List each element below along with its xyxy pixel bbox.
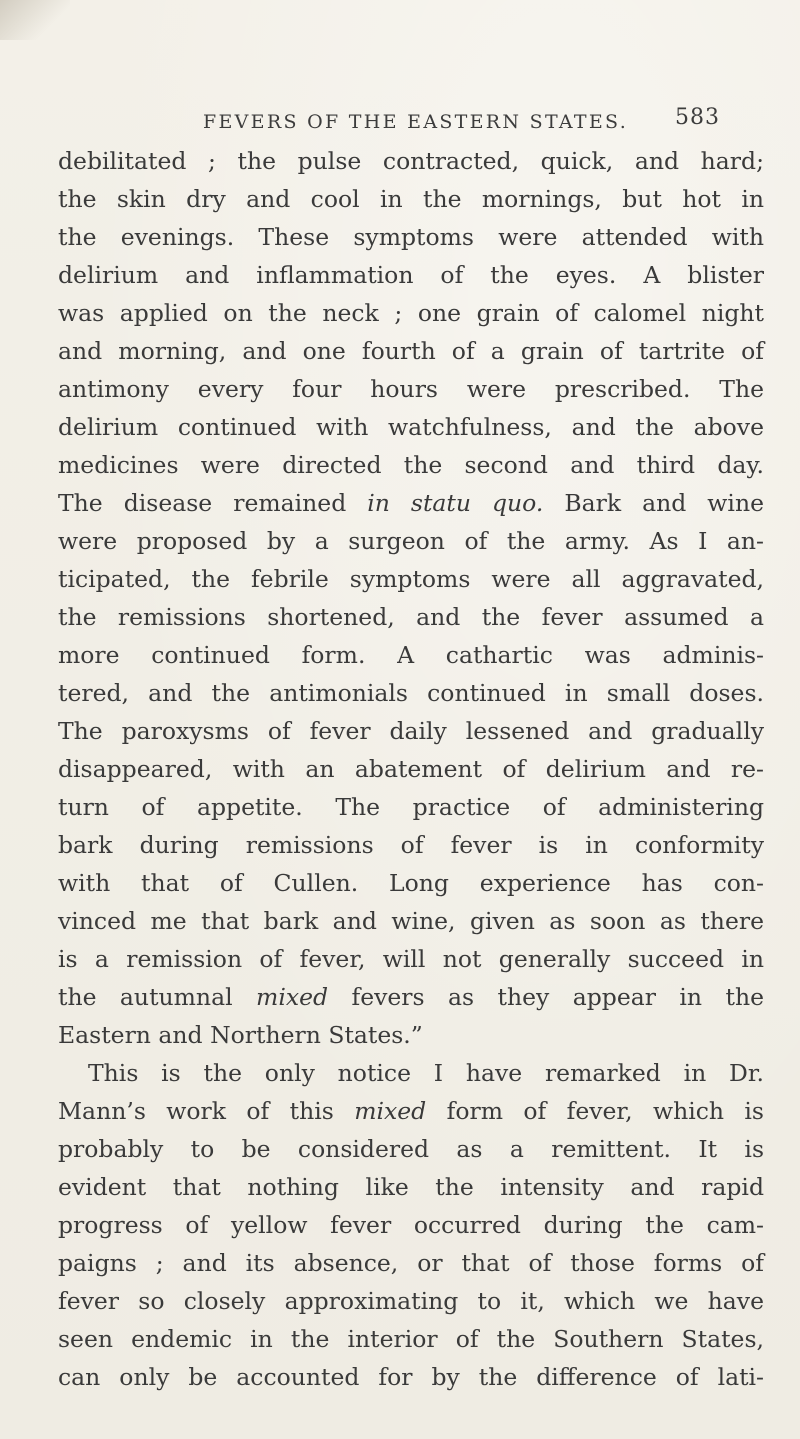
text-line: the evenings. These symptoms were attended with [58,223,764,251]
paragraph-end-line: Eastern and Northern States.” [58,1021,423,1049]
text-line: bark during remissions of fever is in conformity [58,831,764,859]
text-line: turn of appetite. The practice of administering [58,793,764,821]
text-line: is a remission of fever, will not generally succeed in [58,945,764,973]
text-segment: form of fever, which is [426,1097,764,1125]
text-line [58,484,764,522]
text-line: debilitated ; the pulse contracted, quick, and hard; [58,147,764,175]
text-line: disappeared, with an abatement of delirium and re- [58,755,764,783]
page-corner-shadow [0,0,70,40]
running-head: FEVERS OF THE EASTERN STATES. [203,111,629,133]
text-segment: Bark and wine [543,489,764,517]
text-line: delirium and inflammation of the eyes. A blister [58,261,764,289]
text-line: with that of Cullen. Long experience has con- [58,869,764,897]
italic-phrase: in statu quo. [367,489,544,517]
text-line [58,1092,764,1130]
body-text [58,142,764,1396]
text-line: more continued form. A cathartic was adminis- [58,641,764,669]
italic-word: mixed [256,983,329,1011]
text-line: medicines were directed the second and third day. [58,451,764,479]
text-line: was applied on the neck ; one grain of calomel night [58,299,764,327]
text-line: probably to be considered as a remittent. It is [58,1135,764,1163]
italic-word: mixed [354,1097,427,1125]
text-line: tered, and the antimonials continued in small doses. [58,679,764,707]
text-line: progress of yellow fever occurred during the cam- [58,1211,764,1239]
page-number: 583 [675,105,720,130]
text-line: vinced me that bark and wine, given as soon as there [58,907,764,935]
text-line: delirium continued with watchfulness, and the above [58,413,764,441]
text-segment: the autumnal [58,983,257,1011]
text-segment: The disease remained [58,489,368,517]
text-line: the remissions shortened, and the fever assumed a [58,603,764,631]
text-line: the skin dry and cool in the mornings, but hot in [58,185,764,213]
text-line: antimony every four hours were prescribed. The [58,375,764,403]
text-line: The paroxysms of fever daily lessened and gradually [58,717,764,745]
text-line: seen endemic in the interior of the Southern States, [58,1325,764,1353]
text-line: fever so closely approximating to it, which we have [58,1287,764,1315]
text-line: can only be accounted for by the difference of lati- [58,1363,764,1391]
text-line: ticipated, the febrile symptoms were all aggravated, [58,565,764,593]
text-segment: Mann’s work of this [58,1097,355,1125]
paragraph-start-line: This is the only notice I have remarked in Dr. [88,1059,764,1087]
text-line: paigns ; and its absence, or that of those forms of [58,1249,764,1277]
text-line: evident that nothing like the intensity and rapid [58,1173,764,1201]
text-line [58,978,764,1016]
text-segment: fevers as they appear in the [328,983,764,1011]
text-line: were proposed by a surgeon of the army. As I an- [58,527,764,555]
text-line: and morning, and one fourth of a grain of tartrite of [58,337,764,365]
